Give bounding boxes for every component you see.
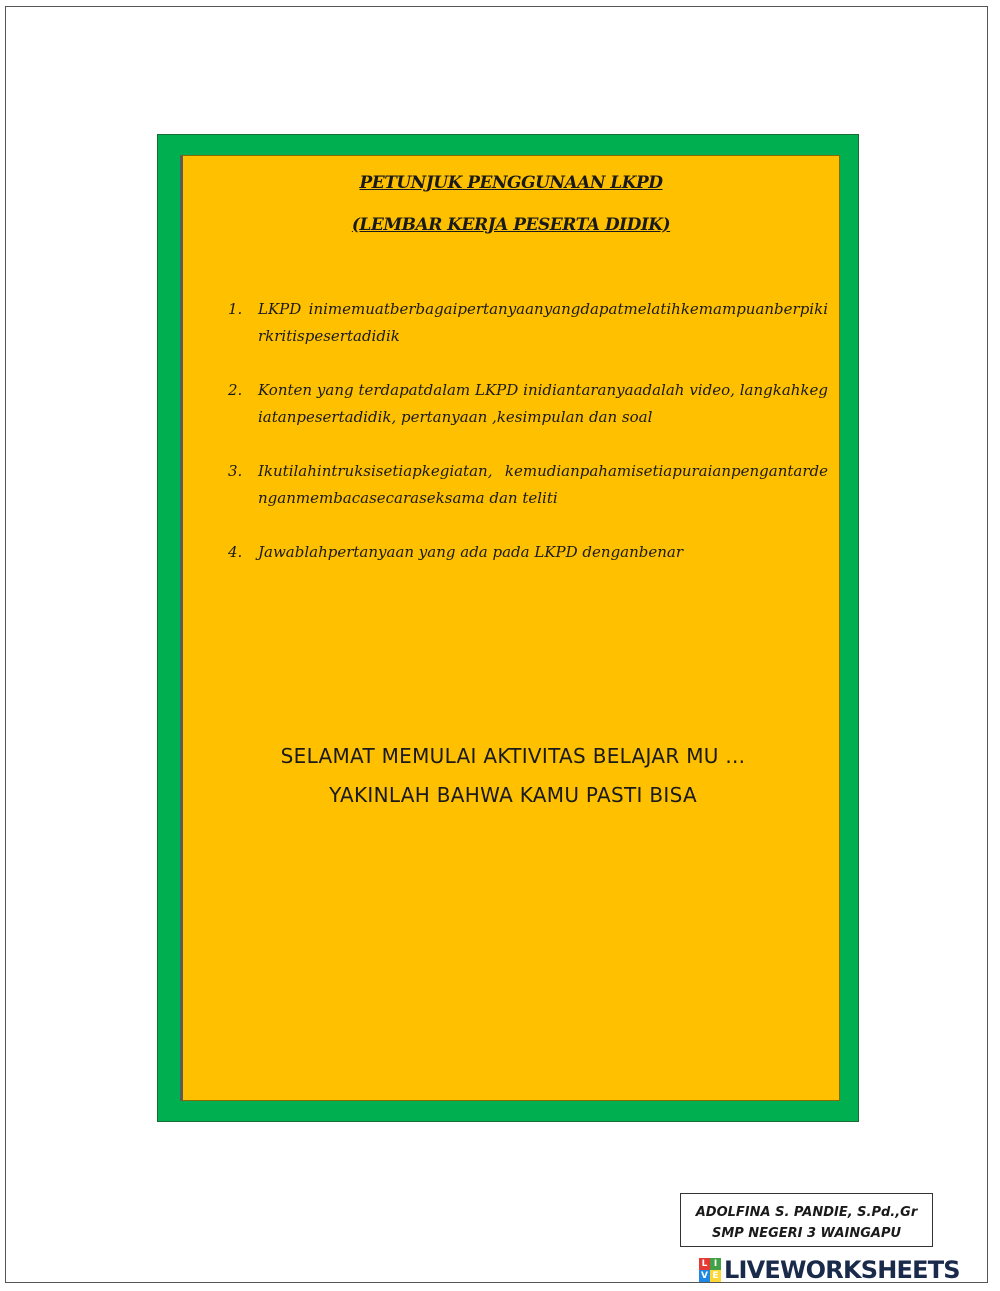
logo-tile-e: E	[710, 1270, 721, 1282]
motivation-line: YAKINLAH BAHWA KAMU PASTI BISA	[329, 783, 697, 807]
author-box	[680, 1193, 933, 1247]
liveworksheets-logo-icon	[699, 1258, 721, 1282]
cover-content-panel	[180, 155, 840, 1101]
instruction-item	[228, 377, 828, 431]
author-school: SMP NEGERI 3 WAINGAPU	[711, 1226, 902, 1241]
greeting-line: SELAMAT MEMULAI AKTIVITAS BELAJAR MU ...	[280, 744, 746, 768]
logo-tile-i: I	[710, 1258, 721, 1270]
author-name: ADOLFINA S. PANDIE, S.Pd.,Gr	[695, 1205, 918, 1220]
instruction-number: 3.	[228, 462, 243, 480]
liveworksheets-logo-text: LIVEWORKSHEETS	[724, 1256, 960, 1284]
instruction-text: Ikutilahintruksisetiapkegiatan, kemudianpahamisetiapuraianpengantardenganmembacasecaraseksama dan teliti	[258, 462, 828, 507]
instruction-item	[228, 458, 828, 512]
document-title: PETUNJUK PENGGUNAAN LKPD	[359, 173, 663, 193]
instruction-number: 2.	[228, 381, 243, 399]
instruction-item	[228, 539, 828, 566]
document-subtitle: (LEMBAR KERJA PESERTA DIDIK)	[351, 215, 671, 235]
instruction-list	[228, 296, 828, 593]
instruction-text: Jawablahpertanyaan yang ada pada LKPD denganbenar	[258, 543, 684, 561]
instruction-number: 4.	[228, 543, 243, 561]
logo-tile-v: V	[699, 1270, 710, 1282]
instruction-item	[228, 296, 828, 350]
liveworksheets-logo[interactable]	[699, 1255, 960, 1285]
logo-tile-l: L	[699, 1258, 710, 1270]
instruction-text: Konten yang terdapatdalam LKPD inidiantaranyaadalah video, langkahkegiatanpesertadidik, pertanyaan ,kesimpulan dan soal	[258, 381, 828, 426]
instruction-text: LKPD inimemuatberbagaipertanyaanyangdapatmelatihkemampuanberpikirkritispesertadidik	[258, 300, 828, 345]
instruction-number: 1.	[228, 300, 243, 318]
